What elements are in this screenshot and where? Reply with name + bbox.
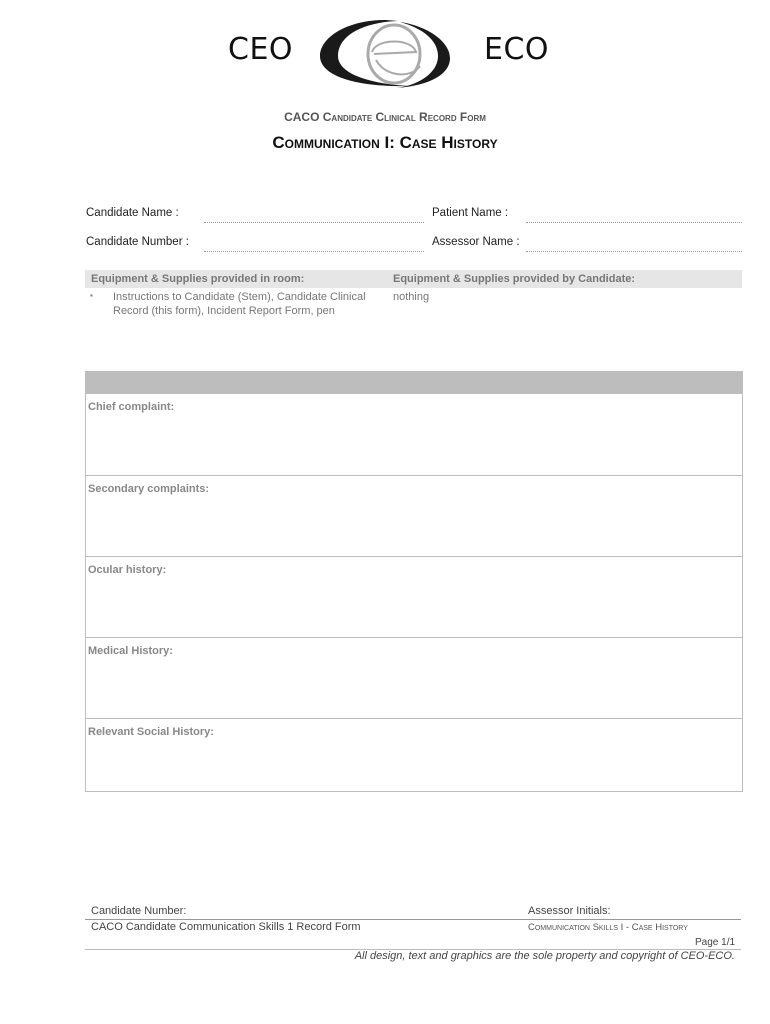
bullet-icon: ▪ bbox=[90, 291, 93, 300]
ceo-eco-emblem-icon bbox=[316, 16, 456, 90]
record-row-label: Ocular history: bbox=[88, 564, 167, 576]
record-row-chief-complaint[interactable] bbox=[86, 394, 742, 475]
assessor-name-field[interactable] bbox=[526, 251, 742, 252]
record-table-header bbox=[86, 372, 742, 394]
footer-section-name: Communication Skills I - Case History bbox=[528, 922, 688, 933]
equipment-room-heading: Equipment & Supplies provided in room: bbox=[91, 273, 305, 285]
record-row-label: Medical History: bbox=[88, 645, 173, 657]
logo-text-eco: ECO bbox=[484, 32, 550, 67]
record-row-label: Relevant Social History: bbox=[88, 726, 214, 738]
patient-name-label: Patient Name : bbox=[432, 207, 509, 219]
record-row-label: Chief complaint: bbox=[88, 401, 175, 413]
candidate-number-field[interactable] bbox=[204, 251, 424, 252]
clinical-record-table bbox=[85, 371, 743, 792]
form-subtitle: CACO Candidate Clinical Record Form bbox=[284, 110, 486, 124]
equipment-room-items bbox=[113, 290, 366, 318]
candidate-name-label: Candidate Name : bbox=[86, 207, 179, 219]
footer-form-name: CACO Candidate Communication Skills 1 Record Form bbox=[91, 921, 361, 933]
copyright-notice: All design, text and graphics are the sole property and copyright of CEO-ECO. bbox=[354, 950, 735, 962]
record-row-label: Secondary complaints: bbox=[88, 483, 210, 495]
equipment-candidate-items: nothing bbox=[393, 291, 430, 303]
equipment-room-line: Instructions to Candidate (Stem), Candidate Clinical bbox=[113, 291, 366, 303]
header-logo bbox=[0, 14, 770, 94]
candidate-number-label: Candidate Number : bbox=[86, 236, 189, 248]
form-title: Communication I: Case History bbox=[272, 133, 498, 152]
footer-divider bbox=[85, 919, 741, 920]
record-row-social-history[interactable] bbox=[86, 718, 742, 791]
patient-name-field[interactable] bbox=[526, 222, 742, 223]
candidate-name-field[interactable] bbox=[204, 222, 424, 223]
footer-assessor-initials-label: Assessor Initials: bbox=[528, 905, 611, 917]
record-row-secondary-complaints[interactable] bbox=[86, 475, 742, 556]
assessor-name-label: Assessor Name : bbox=[432, 236, 520, 248]
equipment-room-line: Record (this form), Incident Report Form, pen bbox=[113, 305, 335, 317]
footer-candidate-number-label: Candidate Number: bbox=[91, 905, 187, 917]
footer-page-number: Page 1/1 bbox=[695, 937, 736, 948]
record-row-ocular-history[interactable] bbox=[86, 556, 742, 637]
logo-text-ceo: CEO bbox=[228, 32, 294, 67]
equipment-candidate-heading: Equipment & Supplies provided by Candidate: bbox=[393, 273, 636, 285]
record-row-medical-history[interactable] bbox=[86, 637, 742, 718]
